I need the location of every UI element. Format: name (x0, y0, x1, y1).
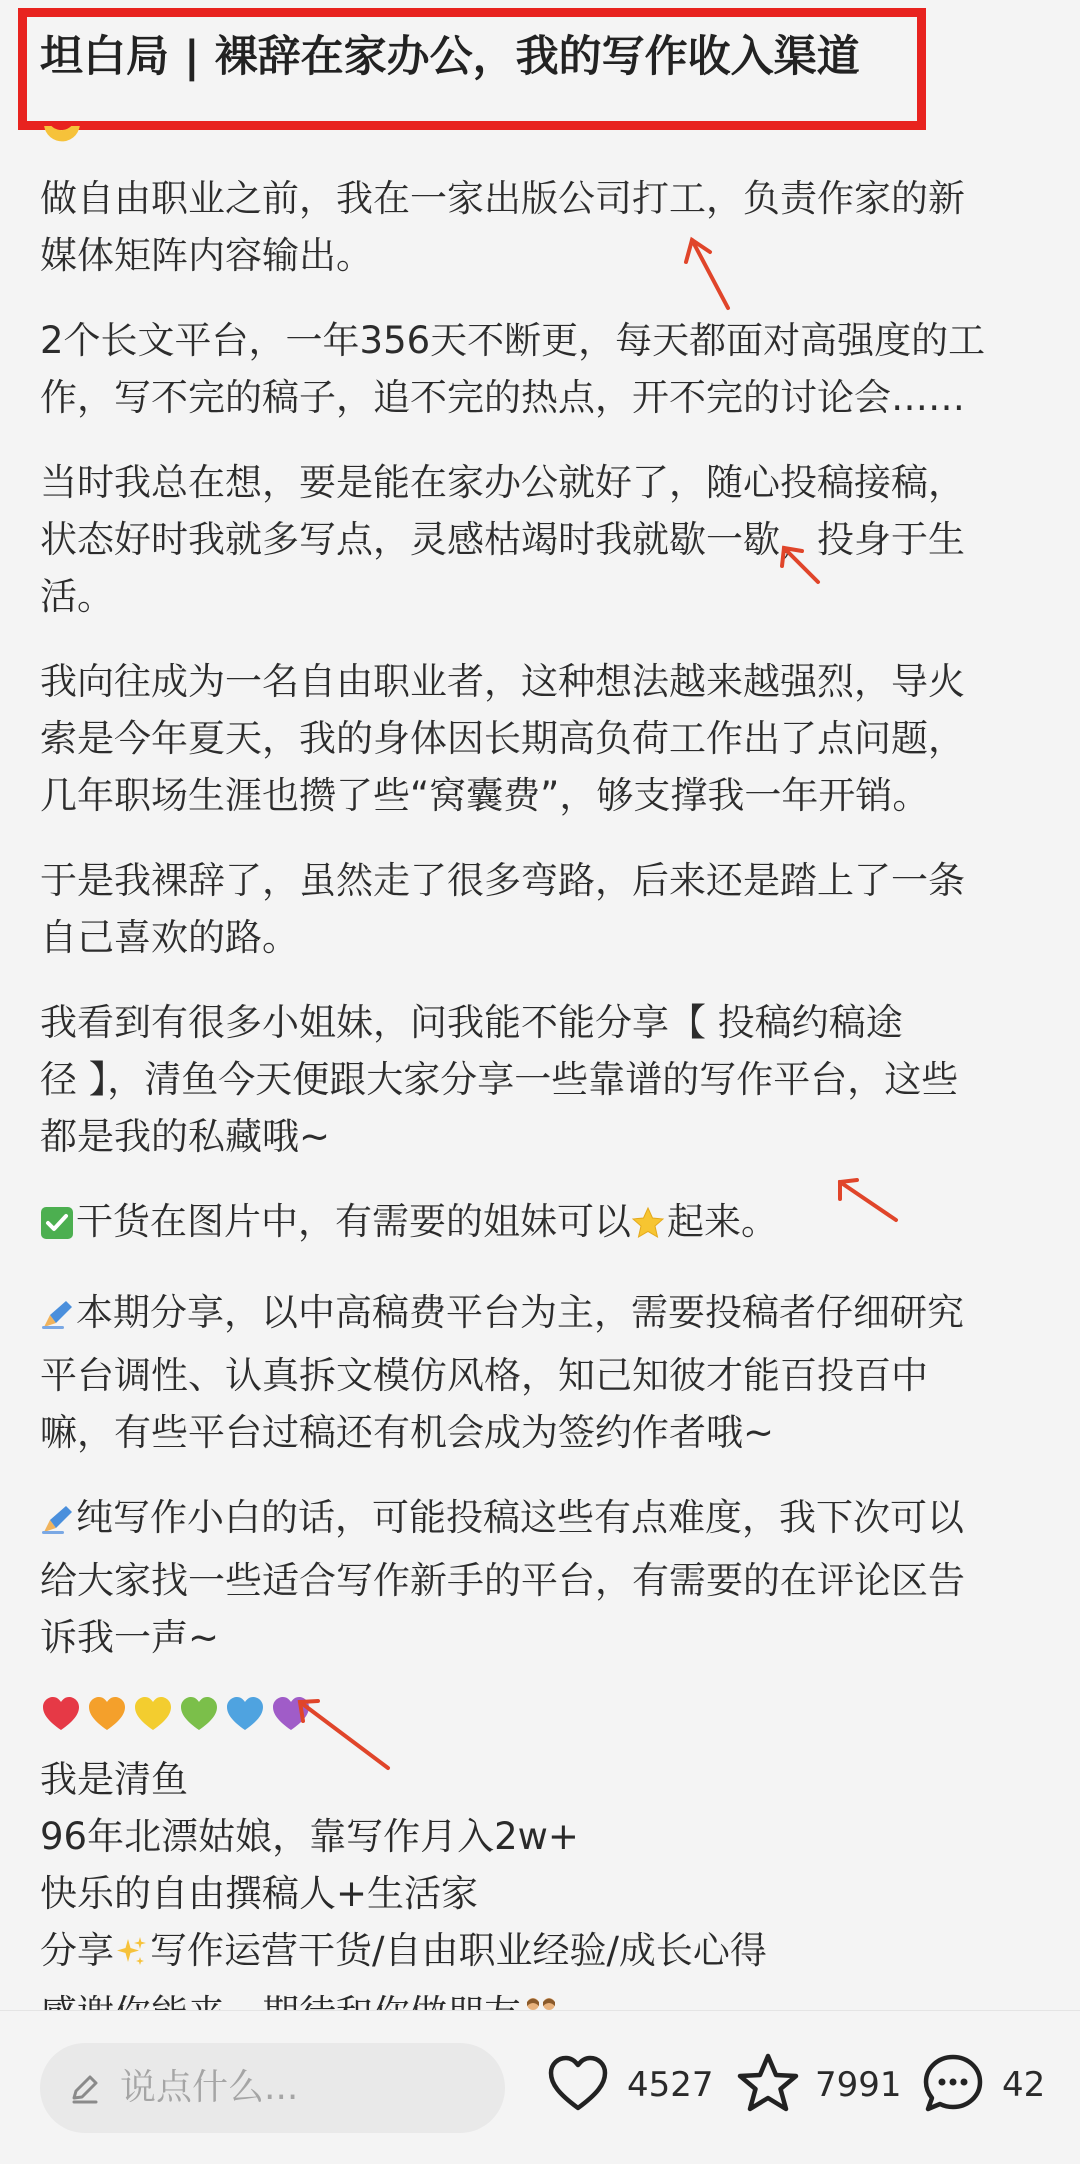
check-line-text: 干货在图片中，有需要的姐妹可以 (76, 1200, 631, 1243)
heart-emoji-icon (270, 1694, 312, 1734)
comment-input[interactable] (40, 2043, 505, 2133)
paragraph-freelance (40, 653, 1050, 824)
paragraph-line: 自己喜欢的路。 (40, 916, 299, 959)
paragraph-line: 状态好时我就多写点，灵感枯竭时我就歇一歇，投身于生 (40, 518, 965, 561)
paragraph-line: 我向往成为一名自由职业者，这种想法越来越强烈，导火 (40, 660, 965, 703)
check-line (40, 1193, 1050, 1256)
paragraph-line: 给大家找一些适合写作新手的平台，有需要的在评论区告 (40, 1559, 965, 1602)
paragraph-line-text: 本期分享，以中高稿费平台为主，需要投稿者仔细研究 (76, 1291, 964, 1334)
paragraph-line: 2个长文平台，一年356天不断更，每天都面对高强度的工 (40, 319, 986, 362)
paragraph-line: 都是我的私藏哦~ (40, 1115, 331, 1158)
paragraph-wish (40, 454, 1050, 625)
favorite-count: 7991 (815, 2065, 902, 2105)
signature-line-start: 分享 (40, 1929, 114, 1972)
sparkles-icon (114, 1928, 148, 1985)
comment-count: 42 (1002, 2065, 1046, 2105)
heart-emoji-icon (40, 1694, 82, 1734)
paragraph-line-text: 纯写作小白的话，可能投稿这些有点难度，我下次可以 (76, 1496, 964, 1539)
paragraph-line: 诉我一声~ (40, 1616, 220, 1659)
heart-emoji-icon (178, 1694, 220, 1734)
paragraph-line: 当时我总在想，要是能在家办公就好了，随心投稿接稿， (40, 461, 965, 504)
paragraph-line-with-icon (40, 1489, 1050, 1552)
paragraph-line: 媒体矩阵内容输出。 (40, 234, 373, 277)
paragraph-work (40, 312, 1050, 426)
heart-emoji-icon (224, 1694, 266, 1734)
check-line-tail: 起来。 (667, 1200, 778, 1243)
paragraph-line: 径 】，清鱼今天便跟大家分享一些靠谱的写作平台，这些 (40, 1058, 959, 1101)
paragraph-line-with-icon (40, 1284, 1050, 1347)
favorite-button[interactable] (735, 2051, 915, 2121)
chat-bubble-icon (920, 2051, 986, 2117)
paragraph-check (40, 1193, 1050, 1256)
heart-emoji-icon (132, 1694, 174, 1734)
like-count: 4527 (627, 2065, 714, 2105)
paragraph-line: 我看到有很多小姐妹，问我能不能分享【 投稿约稿途 (40, 1001, 903, 1044)
writing-hand-icon (40, 1290, 74, 1347)
author-signature (40, 1694, 1050, 2048)
signature-line-end: 写作运营干货/自由职业经验/成长心得 (150, 1929, 767, 1972)
paragraph-line: 作，写不完的稿子，追不完的热点，开不完的讨论会…… (40, 376, 965, 419)
post-body (40, 170, 1050, 2048)
paragraph-line: 活。 (40, 575, 114, 618)
paragraph-line: 平台调性、认真拆文模仿风格，知己知彼才能百投百中 (40, 1354, 928, 1397)
moon-emoji-icon (40, 126, 80, 152)
paragraph-line: 嘛，有些平台过稿还有机会成为签约作者哦~ (40, 1411, 775, 1454)
like-button[interactable] (545, 2051, 725, 2121)
heart-emoji-row (40, 1694, 1050, 1751)
paragraph-line: 索是今年夏天，我的身体因长期高负荷工作出了点问题， (40, 717, 965, 760)
signature-line: 96年北漂姑娘，靠写作月入2w+ (40, 1815, 579, 1858)
comment-placeholder: 说点什么... (120, 2067, 299, 2108)
comment-button[interactable] (920, 2051, 1070, 2121)
writing-hand-icon (40, 1495, 74, 1552)
signature-line: 快乐的自由撰稿人+生活家 (40, 1872, 479, 1915)
paragraph-line: 做自由职业之前，我在一家出版公司打工，负责作家的新 (40, 177, 965, 220)
paragraph-note-2 (40, 1489, 1050, 1666)
pencil-icon (68, 2071, 102, 2105)
paragraph-line: 于是我裸辞了，虽然走了很多弯路，后来还是踏上了一条 (40, 859, 965, 902)
paragraph-line: 几年职场生涯也攒了些“窝囊费”，够支撑我一年开销。 (40, 774, 930, 817)
signature-line (40, 1922, 1050, 1985)
paragraph-intro (40, 170, 1050, 284)
paragraph-note-1 (40, 1284, 1050, 1461)
paragraph-resign (40, 852, 1050, 966)
star-emoji-icon (631, 1199, 665, 1256)
paragraph-share (40, 994, 1050, 1165)
heart-outline-icon (545, 2051, 611, 2117)
heart-emoji-icon (86, 1694, 128, 1734)
signature-line: 我是清鱼 (40, 1758, 188, 1801)
check-mark-icon (40, 1199, 74, 1256)
bottom-action-bar (0, 2010, 1080, 2164)
star-outline-icon (735, 2051, 801, 2117)
post-title: 坦白局 | 裸辞在家办公，我的写作收入渠道 (40, 32, 860, 82)
